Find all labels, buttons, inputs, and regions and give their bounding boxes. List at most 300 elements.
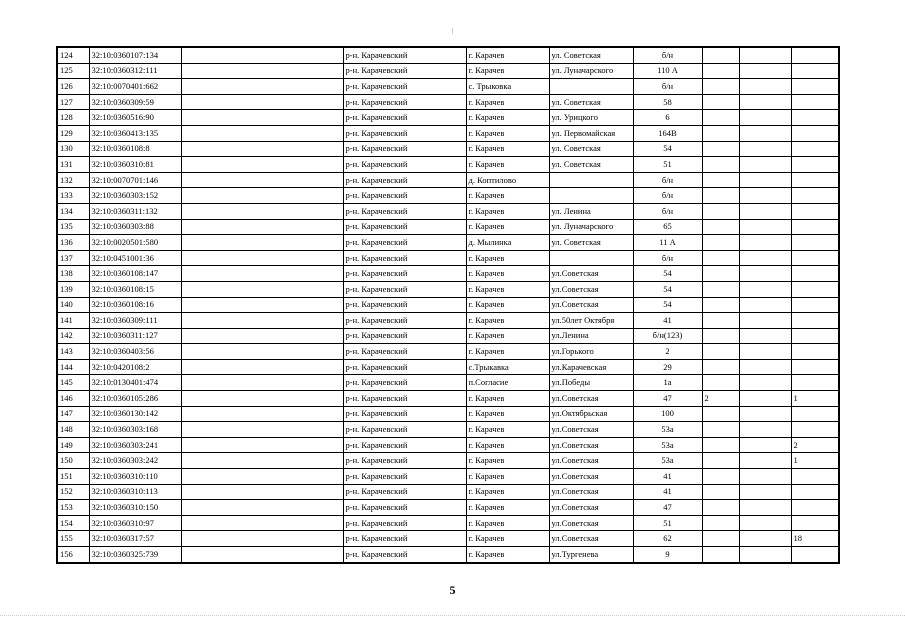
cell-row-number: 145 [57,375,89,391]
cell-empty [181,328,343,344]
cell-house: 11 А [633,235,702,251]
cell-locality: г. Карачев [466,422,549,438]
cell-extra-a [702,79,739,95]
cell-extra-b [739,406,791,422]
cell-house: б/н [633,47,702,63]
cell-extra-c [791,79,839,95]
cell-locality: г. Карачев [466,157,549,173]
cell-extra-b [739,79,791,95]
cell-empty [181,141,343,157]
table-row [57,531,839,547]
cell-house: б/н(123) [633,328,702,344]
cell-district: р-н. Карачевский [343,547,466,563]
cell-empty [181,235,343,251]
cell-extra-b [739,250,791,266]
page-number: 5 [449,583,456,597]
cell-extra-a [702,297,739,313]
cell-district: р-н. Карачевский [343,219,466,235]
cell-extra-b [739,515,791,531]
cell-cadastral-number: 32:10:0360303:152 [89,188,181,204]
cell-locality: п.Согласие [466,375,549,391]
cell-extra-c [791,547,839,563]
cell-extra-c [791,110,839,126]
cell-empty [181,250,343,266]
cell-district: р-н. Карачевский [343,484,466,500]
cell-street: ул. Ленина [549,203,633,219]
cell-cadastral-number: 32:10:0360310:150 [89,500,181,516]
cell-house: 29 [633,359,702,375]
cell-house: 110 А [633,63,702,79]
cell-extra-b [739,437,791,453]
cell-row-number: 131 [57,157,89,173]
cell-row-number: 126 [57,79,89,95]
table-row [57,515,839,531]
cell-row-number: 132 [57,172,89,188]
cell-locality: г. Карачев [466,297,549,313]
cell-extra-c: 2 [791,437,839,453]
cell-locality: г. Карачев [466,94,549,110]
cell-street: ул.Советская [549,515,633,531]
cell-empty [181,110,343,126]
cell-locality: г. Карачев [466,328,549,344]
cell-cadastral-number: 32:10:0360309:111 [89,313,181,329]
table-row [57,94,839,110]
cell-empty [181,47,343,63]
cell-row-number: 144 [57,359,89,375]
cell-extra-b [739,203,791,219]
cell-district: р-н. Карачевский [343,94,466,110]
cell-cadastral-number: 32:10:0070401:662 [89,79,181,95]
cell-house: 54 [633,266,702,282]
cell-locality: г. Карачев [466,203,549,219]
cell-empty [181,203,343,219]
cell-row-number: 124 [57,47,89,63]
cell-district: р-н. Карачевский [343,47,466,63]
cell-locality: г. Карачев [466,531,549,547]
cell-empty [181,422,343,438]
cell-empty [181,469,343,485]
cell-cadastral-number: 32:10:0070701:146 [89,172,181,188]
cell-district: р-н. Карачевский [343,328,466,344]
cell-row-number: 143 [57,344,89,360]
cell-locality: г. Карачев [466,500,549,516]
cell-extra-a [702,63,739,79]
cell-row-number: 133 [57,188,89,204]
cell-cadastral-number: 32:10:0360105:286 [89,391,181,407]
cell-street: ул.Советская [549,453,633,469]
cell-extra-b [739,359,791,375]
cell-empty [181,515,343,531]
cell-street: ул.Советская [549,469,633,485]
cell-locality: г. Карачев [466,188,549,204]
cell-extra-c [791,297,839,313]
cell-house: б/н [633,250,702,266]
cell-extra-c: 1 [791,453,839,469]
cell-row-number: 127 [57,94,89,110]
cell-district: р-н. Карачевский [343,406,466,422]
cell-empty [181,344,343,360]
cell-empty [181,297,343,313]
cell-locality: г. Карачев [466,406,549,422]
cell-empty [181,531,343,547]
cell-cadastral-number: 32:10:0360108:147 [89,266,181,282]
cell-extra-c [791,313,839,329]
cell-row-number: 154 [57,515,89,531]
cell-cadastral-number: 32:10:0360108:16 [89,297,181,313]
cell-house: 1а [633,375,702,391]
table-row [57,110,839,126]
cell-street: ул.Тургенева [549,547,633,563]
cell-locality: с.Трыкавка [466,359,549,375]
table-row [57,219,839,235]
cell-street: ул. Советская [549,47,633,63]
table-row [57,297,839,313]
cell-street: ул. Советская [549,235,633,251]
cell-street: ул.Карачевская [549,359,633,375]
cell-extra-c [791,500,839,516]
cell-cadastral-number: 32:10:0451001:36 [89,250,181,266]
cell-house: б/н [633,203,702,219]
cell-district: р-н. Карачевский [343,422,466,438]
cell-locality: г. Карачев [466,547,549,563]
cell-empty [181,157,343,173]
cell-extra-b [739,172,791,188]
cell-empty [181,500,343,516]
cell-extra-a [702,203,739,219]
cell-extra-a [702,547,739,563]
table-row [57,359,839,375]
table-row [57,344,839,360]
cell-empty [181,266,343,282]
cell-house: 2 [633,344,702,360]
cell-extra-a [702,375,739,391]
cell-street: ул. Советская [549,94,633,110]
cell-locality: г. Карачев [466,453,549,469]
cell-locality: г. Карачев [466,391,549,407]
cell-cadastral-number: 32:10:0420108:2 [89,359,181,375]
cell-street: ул.Ленина [549,328,633,344]
cell-street: ул. Урицкого [549,110,633,126]
cell-extra-a [702,500,739,516]
table-row [57,500,839,516]
cell-empty [181,484,343,500]
cell-extra-b [739,157,791,173]
cell-cadastral-number: 32:10:0360311:127 [89,328,181,344]
cell-district: р-н. Карачевский [343,188,466,204]
cell-district: р-н. Карачевский [343,437,466,453]
table-row [57,391,839,407]
cell-row-number: 146 [57,391,89,407]
cell-row-number: 125 [57,63,89,79]
cell-extra-c [791,125,839,141]
cell-extra-b [739,422,791,438]
cell-extra-a [702,188,739,204]
cell-extra-c [791,250,839,266]
cell-street [549,188,633,204]
cell-house: 54 [633,141,702,157]
cell-extra-b [739,281,791,297]
cell-cadastral-number: 32:10:0360303:88 [89,219,181,235]
table-row [57,484,839,500]
cell-district: р-н. Карачевский [343,453,466,469]
cell-extra-c [791,157,839,173]
cell-extra-b [739,297,791,313]
cell-extra-c [791,422,839,438]
cell-extra-b [739,63,791,79]
cell-empty [181,453,343,469]
cell-extra-c [791,469,839,485]
cell-empty [181,437,343,453]
cell-locality: г. Карачев [466,469,549,485]
cell-house: 41 [633,484,702,500]
cell-extra-a [702,359,739,375]
cell-row-number: 156 [57,547,89,563]
cell-extra-c [791,344,839,360]
cell-extra-a [702,110,739,126]
cell-street: ул.Советская [549,266,633,282]
cell-extra-c [791,328,839,344]
cell-locality: г. Карачев [466,344,549,360]
cell-extra-c [791,63,839,79]
cell-empty [181,391,343,407]
cell-house: 54 [633,281,702,297]
cell-district: р-н. Карачевский [343,297,466,313]
cell-street: ул.Советская [549,297,633,313]
cell-house: 54 [633,297,702,313]
cell-locality: г. Карачев [466,266,549,282]
cell-cadastral-number: 32:10:0360413:135 [89,125,181,141]
cell-house: 9 [633,547,702,563]
cell-district: р-н. Карачевский [343,157,466,173]
table-row [57,281,839,297]
cell-cadastral-number: 32:10:0360310:110 [89,469,181,485]
cell-empty [181,219,343,235]
cell-row-number: 134 [57,203,89,219]
cell-extra-b [739,141,791,157]
cell-district: р-н. Карачевский [343,281,466,297]
cell-extra-a [702,141,739,157]
cell-row-number: 149 [57,437,89,453]
table-row [57,157,839,173]
cell-extra-b [739,453,791,469]
cell-row-number: 147 [57,406,89,422]
cell-empty [181,188,343,204]
cell-extra-a [702,157,739,173]
cell-house: б/н [633,79,702,95]
cell-extra-c [791,281,839,297]
cell-district: р-н. Карачевский [343,500,466,516]
cell-extra-c: 18 [791,531,839,547]
cell-locality: д. Мылинка [466,235,549,251]
cell-district: р-н. Карачевский [343,203,466,219]
cell-house: 53а [633,422,702,438]
cell-extra-b [739,391,791,407]
cell-empty [181,281,343,297]
cell-row-number: 129 [57,125,89,141]
cell-house: 164В [633,125,702,141]
cell-house: 62 [633,531,702,547]
cell-empty [181,375,343,391]
cell-row-number: 140 [57,297,89,313]
table-row [57,63,839,79]
cell-district: р-н. Карачевский [343,266,466,282]
cell-cadastral-number: 32:10:0020501:580 [89,235,181,251]
cell-extra-a [702,406,739,422]
cell-extra-c [791,47,839,63]
cell-extra-a [702,515,739,531]
cell-cadastral-number: 32:10:0360325:739 [89,547,181,563]
cell-extra-a [702,344,739,360]
table-row [57,406,839,422]
cell-locality: г. Карачев [466,110,549,126]
cell-extra-c [791,359,839,375]
cell-cadastral-number: 32:10:0130401:474 [89,375,181,391]
cell-street: ул.Советская [549,531,633,547]
cell-extra-b [739,94,791,110]
cell-extra-a [702,172,739,188]
cell-cadastral-number: 32:10:0360107:134 [89,47,181,63]
cell-house: 41 [633,469,702,485]
cell-locality: г. Карачев [466,63,549,79]
cell-extra-a [702,313,739,329]
table-row [57,375,839,391]
cell-extra-b [739,110,791,126]
cell-empty [181,406,343,422]
cell-extra-c [791,172,839,188]
cell-locality: г. Карачев [466,47,549,63]
cell-locality: д. Коптилово [466,172,549,188]
cell-house: 58 [633,94,702,110]
cell-extra-b [739,484,791,500]
table-row [57,547,839,563]
cell-house: 47 [633,391,702,407]
cell-row-number: 148 [57,422,89,438]
cell-district: р-н. Карачевский [343,125,466,141]
cell-row-number: 130 [57,141,89,157]
cell-extra-b [739,469,791,485]
cell-district: р-н. Карачевский [343,359,466,375]
table-row [57,188,839,204]
cell-extra-b [739,375,791,391]
cell-row-number: 135 [57,219,89,235]
cell-house: 100 [633,406,702,422]
cell-cadastral-number: 32:10:0360303:241 [89,437,181,453]
table-row [57,141,839,157]
cell-extra-a [702,531,739,547]
cell-extra-b [739,313,791,329]
cell-extra-c [791,484,839,500]
cell-extra-b [739,235,791,251]
cell-house: 65 [633,219,702,235]
cell-house: 53а [633,453,702,469]
table-row [57,79,839,95]
cell-extra-b [739,500,791,516]
table-row [57,328,839,344]
cell-row-number: 138 [57,266,89,282]
cell-street [549,250,633,266]
cell-extra-c [791,515,839,531]
cell-empty [181,359,343,375]
cell-locality: с. Трыковка [466,79,549,95]
cell-extra-c [791,375,839,391]
scan-mark [452,28,453,34]
cell-locality: г. Карачев [466,484,549,500]
cell-extra-c [791,94,839,110]
cell-locality: г. Карачев [466,313,549,329]
cell-house: б/н [633,172,702,188]
cell-locality: г. Карачев [466,281,549,297]
cell-extra-c [791,266,839,282]
cell-extra-b [739,547,791,563]
table-row [57,250,839,266]
scan-artifact-line [0,615,905,616]
cell-extra-b [739,344,791,360]
table-row [57,453,839,469]
cell-extra-b [739,266,791,282]
cell-cadastral-number: 32:10:0360303:168 [89,422,181,438]
table-row [57,125,839,141]
cell-cadastral-number: 32:10:0360309:59 [89,94,181,110]
cell-cadastral-number: 32:10:0360108:15 [89,281,181,297]
cell-extra-c [791,188,839,204]
cell-extra-c [791,406,839,422]
cell-cadastral-number: 32:10:0360516:90 [89,110,181,126]
registry-table [56,46,840,564]
cell-extra-b [739,219,791,235]
cell-extra-a: 2 [702,391,739,407]
cell-extra-a [702,250,739,266]
cell-street: ул.Победы [549,375,633,391]
cell-cadastral-number: 32:10:0360403:56 [89,344,181,360]
cell-extra-a [702,47,739,63]
cell-extra-a [702,281,739,297]
cell-street: ул.Советская [549,281,633,297]
cell-district: р-н. Карачевский [343,250,466,266]
cell-extra-b [739,531,791,547]
table-row [57,266,839,282]
cell-row-number: 151 [57,469,89,485]
cell-street: ул.Советская [549,391,633,407]
cell-row-number: 139 [57,281,89,297]
cell-extra-a [702,484,739,500]
cell-empty [181,125,343,141]
cell-street [549,172,633,188]
cell-district: р-н. Карачевский [343,79,466,95]
cell-extra-b [739,328,791,344]
cell-district: р-н. Карачевский [343,391,466,407]
cell-empty [181,172,343,188]
cell-district: р-н. Карачевский [343,375,466,391]
cell-house: 51 [633,157,702,173]
table-row [57,313,839,329]
cell-extra-b [739,188,791,204]
cell-locality: г. Карачев [466,250,549,266]
cell-extra-a [702,94,739,110]
cell-locality: г. Карачев [466,141,549,157]
cell-street: ул. Первомайская [549,125,633,141]
table-row [57,235,839,251]
cell-house: б/н [633,188,702,204]
cell-house: 47 [633,500,702,516]
cell-extra-c [791,219,839,235]
cell-house: 53а [633,437,702,453]
cell-street: ул. Луначарского [549,63,633,79]
cell-street [549,79,633,95]
cell-extra-c [791,235,839,251]
cell-extra-a [702,422,739,438]
cell-district: р-н. Карачевский [343,469,466,485]
cell-extra-a [702,453,739,469]
